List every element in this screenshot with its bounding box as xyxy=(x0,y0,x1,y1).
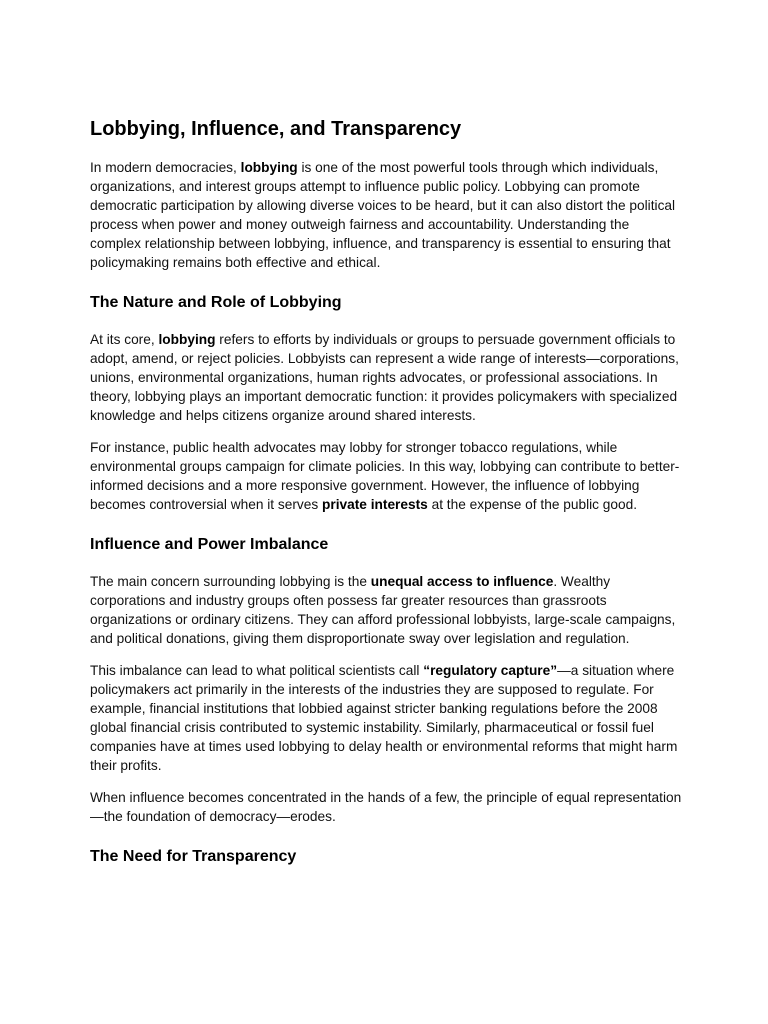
text-run: refers to efforts by individuals or groups to persuade government officials to adopt, amend, or reject policies. Lobbyists can represent a wide range of interests—corporations, unions, environmental organizations, human rights advocates, or professional associations. In theory, lobbying plays an important democratic function: it provides policymakers with specialized knowledge and helps citizens organize around shared interests. xyxy=(90,332,679,423)
text-run: The main concern surrounding lobbying is the xyxy=(90,574,371,589)
text-run: This imbalance can lead to what political scientists call xyxy=(90,663,424,678)
section1-paragraph-1 xyxy=(90,330,682,425)
text-run: at the expense of the public good. xyxy=(427,497,638,512)
bold-term-private-interests: private interests xyxy=(322,497,428,512)
section2-paragraph-2 xyxy=(90,661,682,775)
text-run: At its core, xyxy=(90,332,159,347)
document-page xyxy=(90,115,682,884)
section2-paragraph-3 xyxy=(90,788,682,826)
text-run: . Wealthy corporations and industry groups often possess far greater resources than grassroots organizations or ordinary citizens. They can afford professional lobbyists, large-scale campaigns, and political donations, giving them disproportionate sway over legislation and regulation. xyxy=(90,574,676,646)
text-run: —a situation where policymakers act primarily in the interests of the industries they are supposed to regulate. For example, financial institutions that lobbied against stricter banking regulations before the 2008 global financial crisis contributed to systemic instability. Similarly, pharmaceutical or fossil fuel companies have at times used lobbying to delay health or environmental reforms that might harm their profits. xyxy=(90,663,678,773)
bold-term-regulatory-capture: “regulatory capture” xyxy=(423,663,558,678)
text-run: is one of the most powerful tools through which individuals, organizations, and interest groups attempt to influence public policy. Lobbying can promote democratic participation by allowing diverse voices to be heard, but it can also distort the political process when power and money outweigh fairness and accountability. Understanding the complex relationship between lobbying, influence, and transparency is essential to ensuring that policymaking remains both effective and ethical. xyxy=(90,160,676,270)
document-title: Lobbying, Influence, and Transparency xyxy=(90,118,462,140)
bold-term-lobbying: lobbying xyxy=(158,332,216,347)
bold-term-unequal-access: unequal access to influence xyxy=(370,574,554,589)
section-heading-nature-role: The Nature and Role of Lobbying xyxy=(90,294,342,311)
bold-term-lobbying: lobbying xyxy=(240,160,298,175)
text-run: For instance, public health advocates may lobby for stronger tobacco regulations, while environmental groups campaign for climate policies. In this way, lobbying can contribute to better-informed decisions and a more responsive government. However, the influence of lobbying becomes controversial when it serves xyxy=(90,440,680,512)
section1-paragraph-2 xyxy=(90,438,682,514)
text-run: When influence becomes concentrated in the hands of a few, the principle of equal representation—the foundation of democracy—erodes. xyxy=(90,790,682,824)
section-heading-influence-power: Influence and Power Imbalance xyxy=(90,536,329,553)
intro-paragraph xyxy=(90,158,682,272)
text-run: In modern democracies, xyxy=(90,160,241,175)
section2-paragraph-1 xyxy=(90,572,682,648)
section-heading-transparency: The Need for Transparency xyxy=(90,848,297,865)
